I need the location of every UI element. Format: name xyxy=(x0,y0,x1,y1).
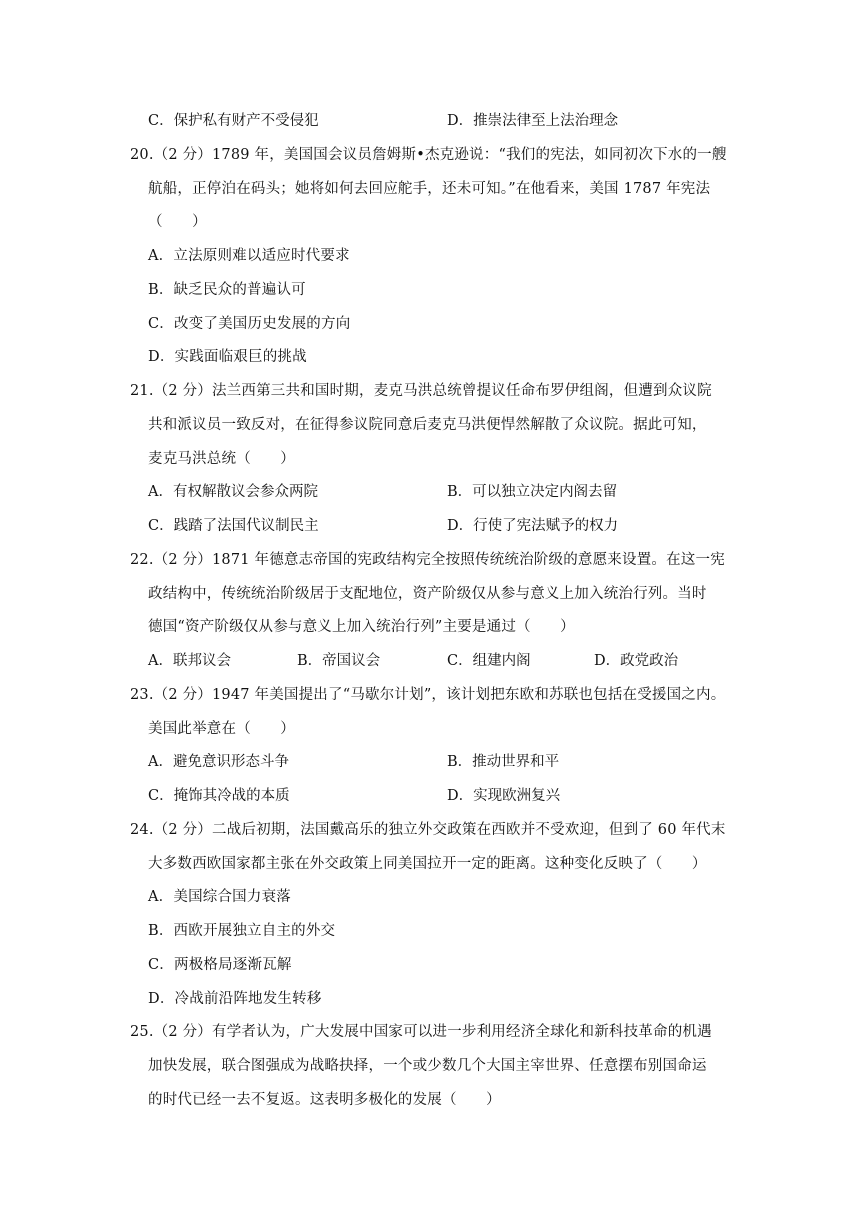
q24-option-a: A．美国综合国力衰落 xyxy=(148,889,291,905)
q20-option-b: B．缺乏民众的普遍认可 xyxy=(148,282,306,298)
q23-option-d: D．实现欧洲复兴 xyxy=(447,788,561,804)
q21-stem-line2: 共和派议员一致反对，在征得参议院同意后麦克马洪便悍然解散了众议院。据此可知， xyxy=(148,417,707,433)
q23-option-c: C．掩饰其冷战的本质 xyxy=(148,788,290,804)
q23-option-b: B．推动世界和平 xyxy=(447,754,560,770)
q21-option-d: D．行使了宪法赋予的权力 xyxy=(447,518,619,534)
q24-stem-line1: 24.（2 分）二战后初期，法国戴高乐的独立外交政策在西欧并不受欢迎，但到了 60 年代末 xyxy=(130,822,726,838)
q20-stem-line2: 航船，正停泊在码头；她将如何去回应舵手，还未可知。”在他看来，美国 1787 年宪法 xyxy=(148,181,711,197)
q22-stem-line3: 德国“资产阶级仅从参与意义上加入统治行列”主要是通过（ ） xyxy=(148,619,575,635)
q22-stem-line1: 22.（2 分）1871 年德意志帝国的宪政结构完全按照传统统治阶级的意愿来设置。在这一宪 xyxy=(130,552,725,568)
q21-option-b: B．可以独立决定内阁去留 xyxy=(447,484,618,500)
q20-option-a: A．立法原则难以适应时代要求 xyxy=(148,248,350,264)
q24-option-d: D．冷战前沿阵地发生转移 xyxy=(148,991,322,1007)
q21-option-c: C．践踏了法国代议制民主 xyxy=(148,518,319,534)
q19-option-c: C．保护私有财产不受侵犯 xyxy=(148,113,319,129)
q20-stem-line1: 20.（2 分）1789 年，美国国会议员詹姆斯•杰克逊说：“我们的宪法，如同初次下水的一艘 xyxy=(130,147,727,163)
q22-stem-line2: 政结构中，传统统治阶级居于支配地位，资产阶级仅从参与意义上加入统治行列。当时 xyxy=(148,586,707,602)
q19-option-d: D．推崇法律至上法治理念 xyxy=(447,113,619,129)
q25-stem-line3: 的时代已经一去不复返。这表明多极化的发展（ ） xyxy=(148,1092,501,1108)
q22-option-c: C．组建内阁 xyxy=(447,653,531,669)
q23-stem-line2: 美国此举意在（ ） xyxy=(148,721,295,737)
q20-option-d: D．实践面临艰巨的挑战 xyxy=(148,349,307,365)
q21-option-a: A．有权解散议会参众两院 xyxy=(148,484,318,500)
q25-stem-line2: 加快发展，联合图强成为战略抉择，一个或少数几个大国主宰世界、任意摆布别国命运 xyxy=(148,1058,707,1074)
q23-stem-line1: 23.（2 分）1947 年美国提出了“马歇尔计划”，该计划把东欧和苏联也包括在受援国之内。 xyxy=(130,687,726,703)
q23-option-a: A．避免意识形态斗争 xyxy=(148,754,289,770)
q21-stem-line3: 麦克马洪总统（ ） xyxy=(148,451,295,467)
q24-option-b: B．西欧开展独立自主的外交 xyxy=(148,923,336,939)
q22-option-d: D．政党政治 xyxy=(594,653,679,669)
q20-option-c: C．改变了美国历史发展的方向 xyxy=(148,316,351,332)
q25-stem-line1: 25.（2 分）有学者认为，广大发展中国家可以进一步利用经济全球化和新科技革命的机遇 xyxy=(130,1024,712,1040)
q22-option-a: A．联邦议会 xyxy=(148,653,231,669)
q21-stem-line1: 21.（2 分）法兰西第三共和国时期，麦克马洪总统曾提议任命布罗伊组阁，但遭到众议院 xyxy=(130,383,712,399)
q24-stem-line2: 大多数西欧国家都主张在外交政策上同美国拉开一定的距离。这种变化反映了（ ） xyxy=(148,856,707,872)
q20-stem-line3: （ ） xyxy=(148,214,207,230)
q22-option-b: B．帝国议会 xyxy=(297,653,381,669)
q24-option-c: C．两极格局逐渐瓦解 xyxy=(148,957,292,973)
